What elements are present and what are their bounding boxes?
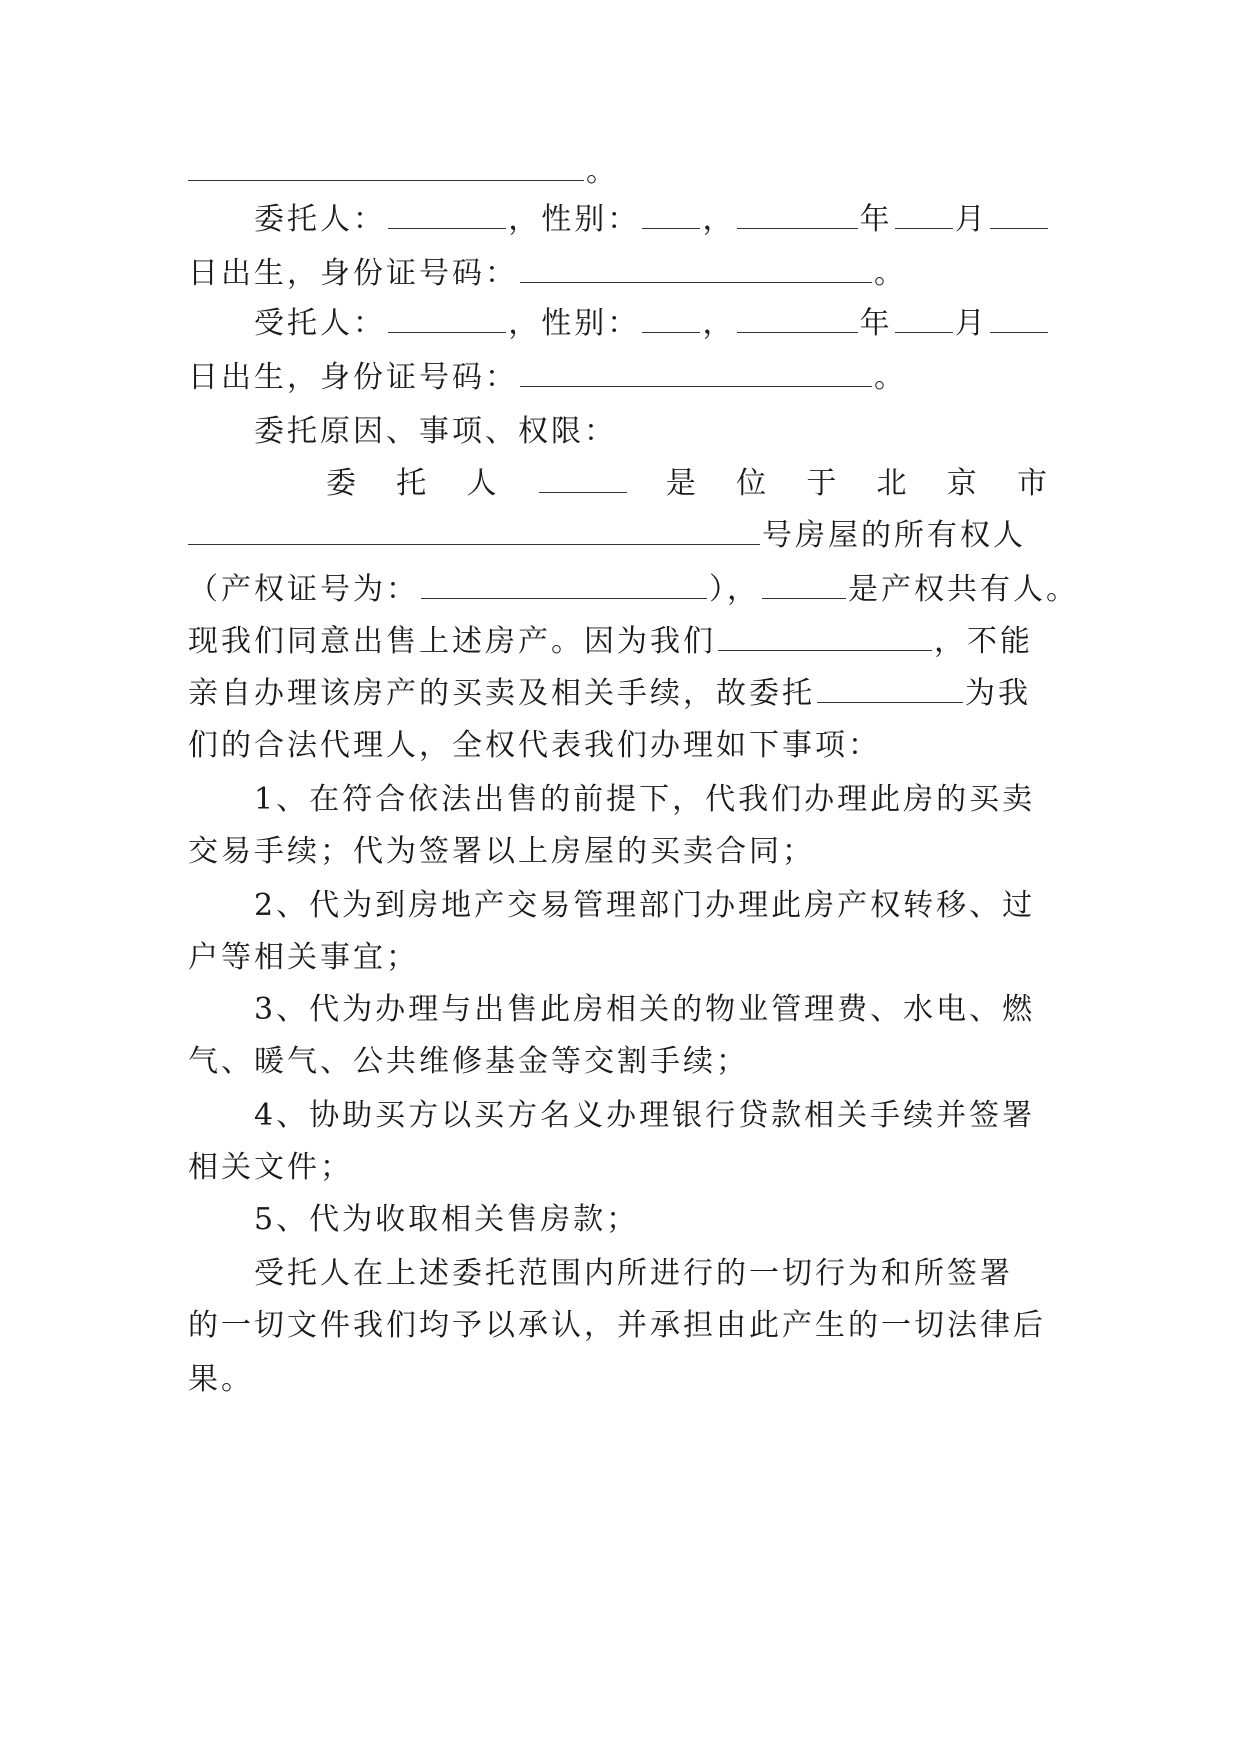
reasons-heading: 委托原因、事项、权限： [254,414,617,449]
list-item: 3、代为办理与出售此房相关的物业管理费、水电、燃 [254,992,1036,1027]
closing-line: 受托人在上述委托范围内所进行的一切行为和所签署 [254,1256,1013,1291]
list-item: 5、代为收取相关售房款； [254,1202,640,1237]
reason-field [718,626,932,651]
agent-id-line: 日出生，身份证号码： 。 [188,360,907,395]
owner-name-field [539,468,627,493]
principal-month-field [895,204,953,229]
list-item-continuation: 气、暖气、公共维修基金等交割手续； [188,1044,749,1079]
paragraph-line: 亲自办理该房产的买卖及相关手续，故委托 为我 [188,676,1031,711]
paragraph-line: 委 托 人 是 位 于 北 京 市 [326,466,1050,501]
principal-gender-field [642,204,700,229]
principal-id-field [520,258,872,283]
principal-day-field [990,204,1048,229]
agent-year-field [737,308,857,333]
agent-month-field [895,308,953,333]
closing-line: 果。 [188,1362,254,1397]
blank-field [188,156,584,181]
agent-line: 受托人： ，性别： ， 年 月 [254,304,1050,344]
continuation-line: 。 [188,152,1050,192]
closing-line: 的一切文件我们均予以承认，并承担由此产生的一切法律后 [188,1308,1046,1343]
paragraph-line: 现我们同意出售上述房产。因为我们 ，不能 [188,624,1033,659]
principal-name-field [388,204,506,229]
paragraph-line: 们的合法代理人，全权代表我们办理如下事项： [188,728,881,763]
principal-label: 委托人： [254,202,386,237]
paragraph-line: （产权证号为： ）， 是产权共有人。 [188,572,1079,607]
list-item: 2、代为到房地产交易管理部门办理此房产权转移、过 [254,888,1036,923]
co-owner-field [762,574,846,599]
agent-name-field [388,308,506,333]
agent-gender-field [642,308,700,333]
list-item-continuation: 交易手续；代为签署以上房屋的买卖合同； [188,834,815,869]
agent-day-field [990,308,1048,333]
list-item-continuation: 户等相关事宜； [188,940,419,975]
list-item: 1、在符合依法出售的前提下，代我们办理此房的买卖 [254,782,1036,817]
principal-id-line: 日出生，身份证号码： 。 [188,256,907,291]
principal-year-field [737,204,857,229]
agent-label: 受托人： [254,306,386,341]
paragraph-line: 号房屋的所有权人 [188,516,1050,556]
list-item: 4、协助买方以买方名义办理银行贷款相关手续并签署 [254,1098,1036,1133]
agent-id-field [520,362,872,387]
list-item-continuation: 相关文件； [188,1150,353,1185]
certificate-number-field [421,574,707,599]
property-address-field [188,520,760,545]
principal-line: 委托人： ，性别： ， 年 月 [254,200,1050,240]
agent-name-inline-field [817,678,963,703]
